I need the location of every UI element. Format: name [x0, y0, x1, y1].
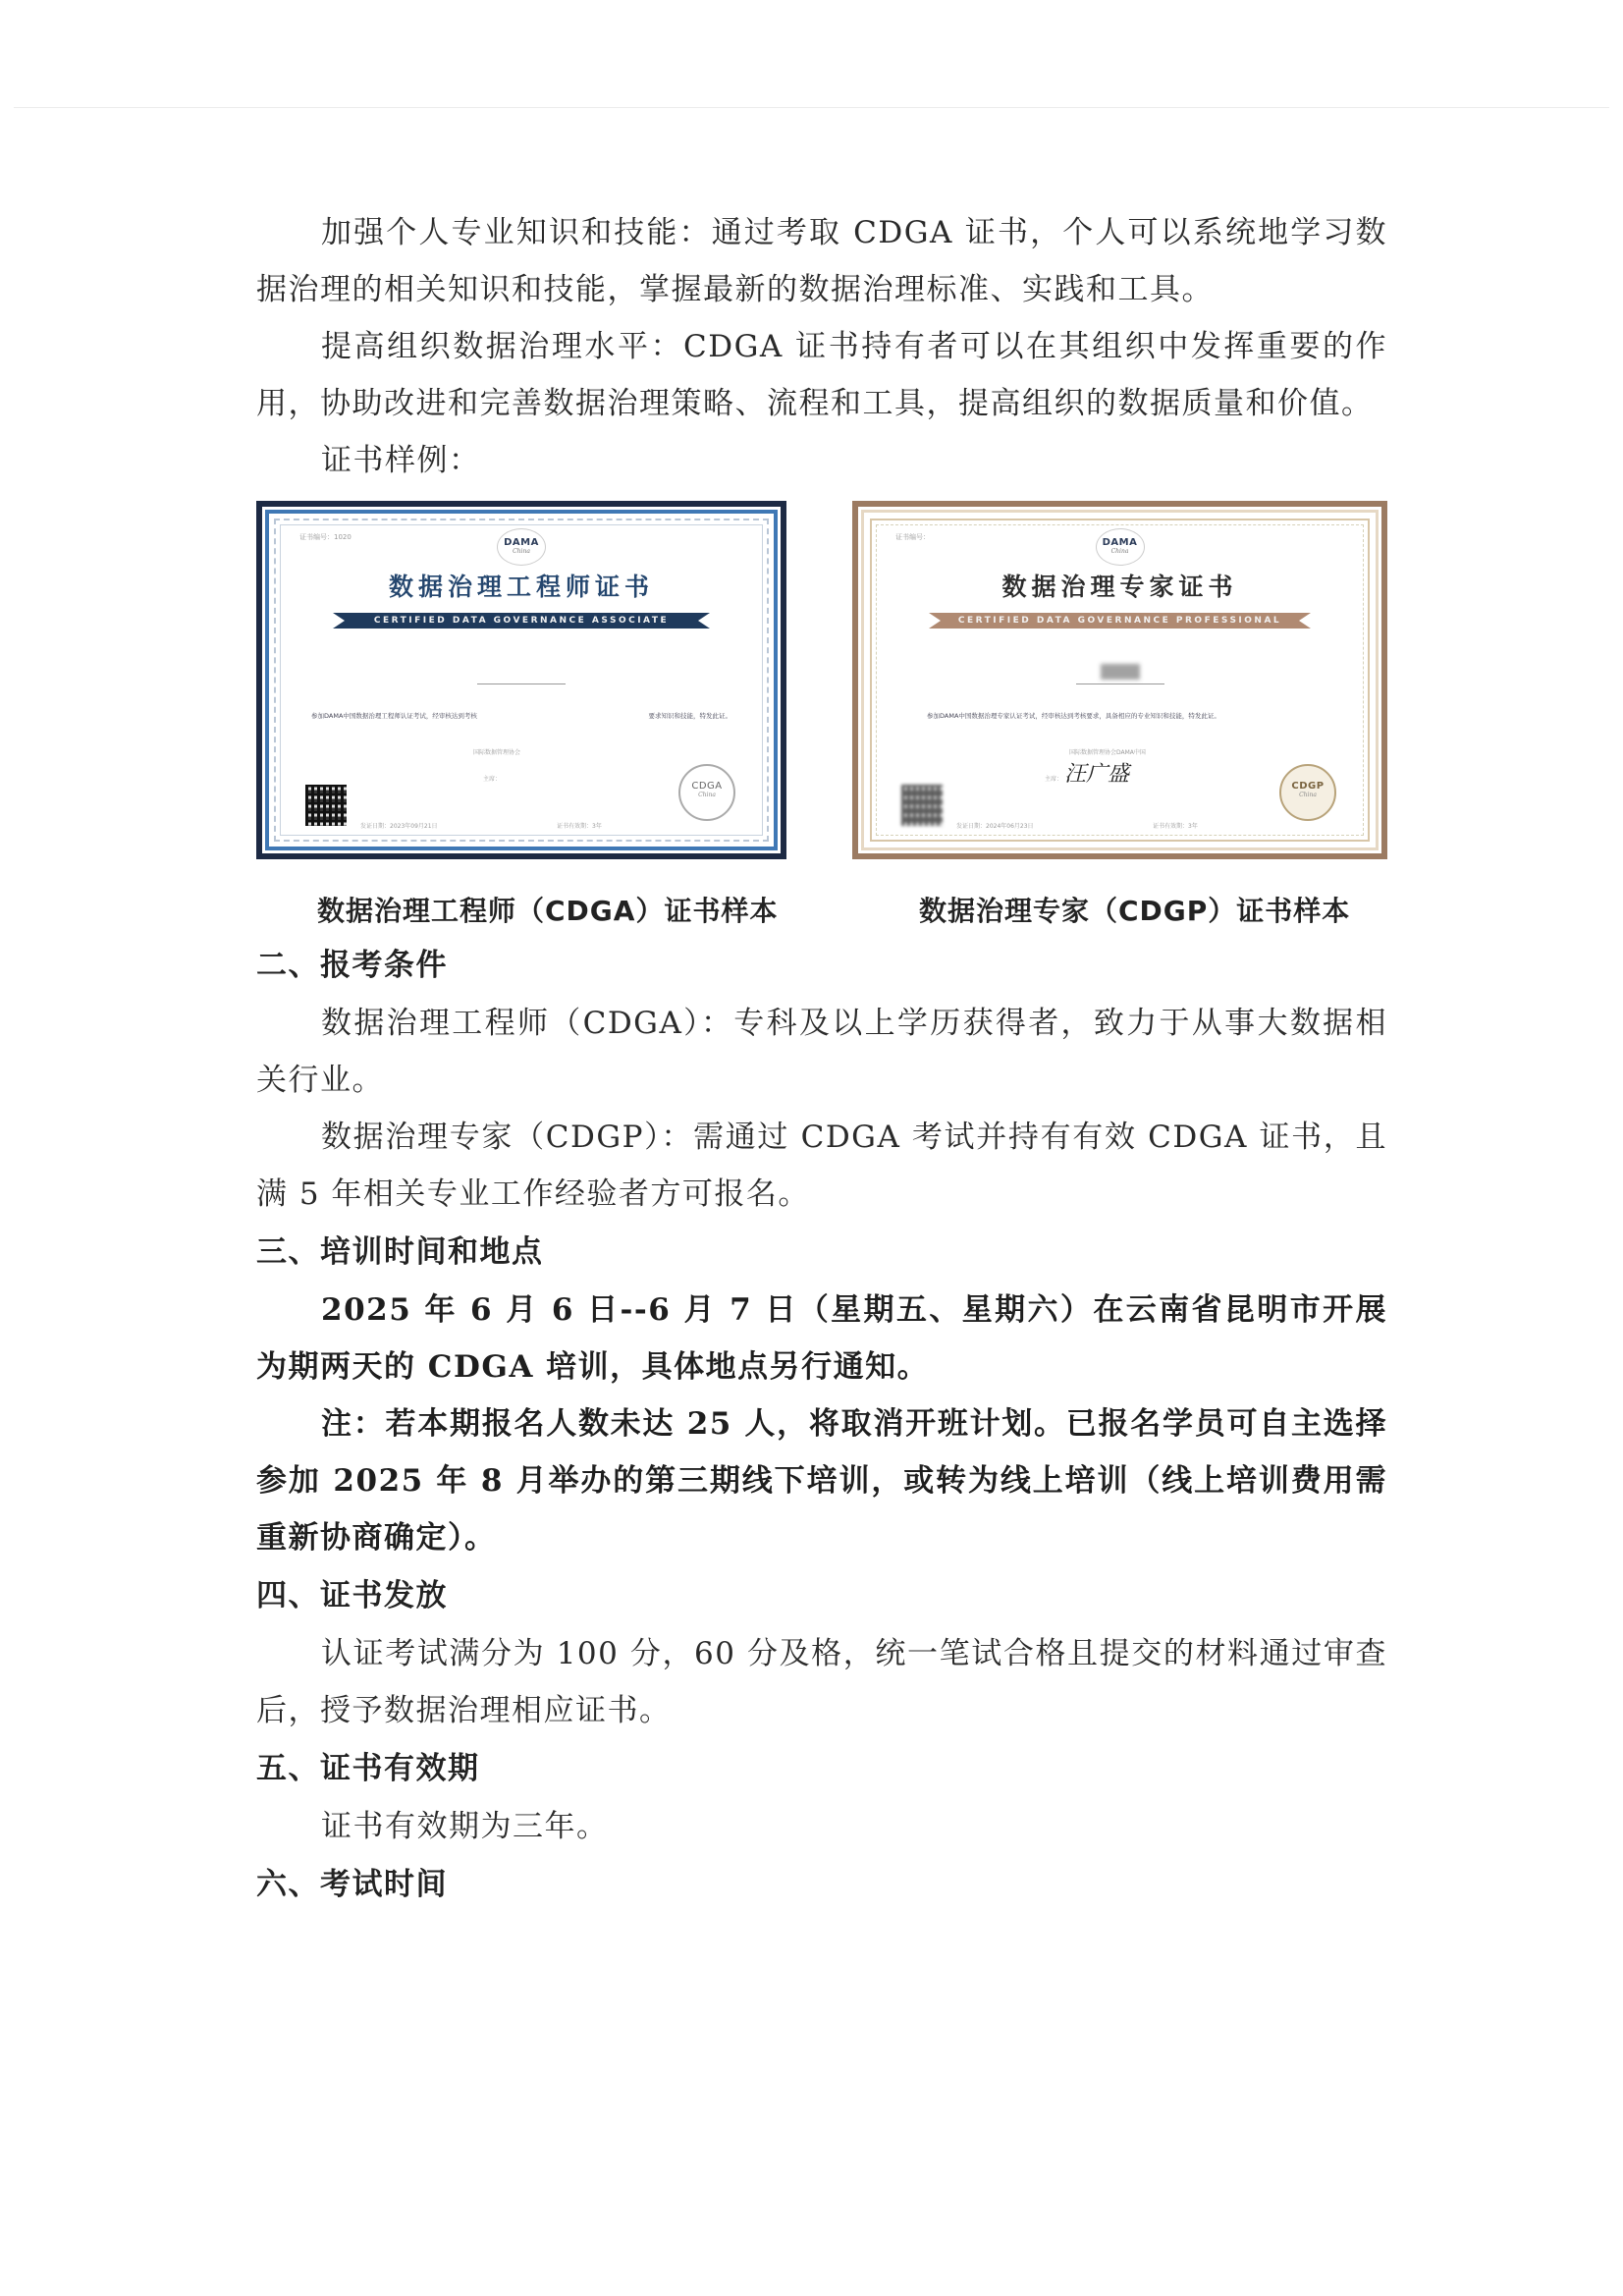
section-heading-exam-time: 六、考试时间: [256, 1867, 448, 1902]
recipient-name-redacted: [1101, 664, 1140, 680]
certificate-number: 证书编号：: [895, 533, 930, 541]
certificate-samples-label: 证书样例：: [321, 443, 481, 478]
page-top-rule: [14, 107, 1609, 108]
intro-paragraph-skills: 加强个人专业知识和技能：通过考取 CDGA 证书，个人可以系统地学习数据治理的相关知识和技能，掌握最新的数据治理标准、实践和工具。: [256, 215, 1387, 307]
cdga-certificate-image: [256, 501, 786, 859]
section-heading-eligibility: 二、报考条件: [256, 948, 448, 983]
dama-logo-icon: DAMA China: [1096, 528, 1145, 566]
valid-period: 证书有效期：3年: [1153, 823, 1198, 830]
certificate-number: 证书编号：1020: [299, 533, 352, 541]
certificate-title: 数据治理专家证书: [1001, 573, 1238, 601]
qr-code-icon: [305, 785, 347, 826]
section-heading-training-time-location: 三、培训时间和地点: [256, 1234, 544, 1270]
dama-logo-icon: DAMA China: [497, 528, 546, 566]
cdgp-sample-caption: 数据治理专家（CDGP）证书样本: [919, 895, 1351, 927]
certificate-body: 参加DAMA中国数据治理工程师认证考试，经审核达到考核 要求知识和技能，特发此证。: [311, 712, 731, 720]
chair-label: 主席：: [1045, 776, 1063, 783]
section-heading-certificate-issuance: 四、证书发放: [256, 1578, 448, 1613]
certificate-banner: CERTIFIED DATA GOVERNANCE PROFESSIONAL: [941, 613, 1299, 629]
section-heading-validity: 五、证书有效期: [256, 1751, 480, 1786]
cdgp-seal-icon: CDGP China: [1279, 764, 1336, 821]
certificate-issuance-text: 认证考试满分为 100 分，60 分及格，统一笔试合格且提交的材料通过审查后，授予数据治理相应证书。: [256, 1636, 1387, 1728]
recipient-name-line: [1076, 683, 1164, 684]
qr-code-icon: [901, 785, 943, 826]
intro-paragraph-organization: 提高组织数据治理水平：CDGA 证书持有者可以在其组织中发挥重要的作用，协助改进和完善数据治理策略、流程和工具，提高组织的数据质量和价值。: [256, 329, 1387, 421]
cdga-sample-caption: 数据治理工程师（CDGA）证书样本: [317, 895, 779, 927]
certificate-body: 参加DAMA中国数据治理专家认证考试，经审核达到考核要求，具备相应的专业知识和技能，特发此证。: [927, 712, 1220, 720]
cdga-seal-icon: CDGA China: [678, 764, 735, 821]
training-note: 注：若本期报名人数未达 25 人，将取消开班计划。已报名学员可自主选择参加 2025 年 8 月举办的第三期线下培训，或转为线上培训（线上培训费用需重新协商确定）。: [256, 1406, 1387, 1556]
signature: 汪广盛: [1064, 762, 1130, 787]
recipient-name-line: [477, 683, 566, 684]
certificate-title: 数据治理工程师证书: [388, 573, 654, 601]
issuer-line: 国际数据管理协会: [473, 749, 521, 756]
cdgp-certificate-image: [852, 501, 1387, 859]
issue-date: 发证日期：2024年06月23日: [956, 823, 1034, 830]
chair-label: 主席：: [483, 776, 502, 783]
issue-date: 发证日期：2023年09月21日: [360, 823, 438, 830]
certificate-banner: CERTIFIED DATA GOVERNANCE ASSOCIATE: [345, 613, 698, 629]
eligibility-cdga: 数据治理工程师（CDGA）：专科及以上学历获得者，致力于从事大数据相关行业。: [256, 1006, 1387, 1098]
eligibility-cdgp: 数据治理专家（CDGP）：需通过 CDGA 考试并持有有效 CDGA 证书，且满 5 年相关专业工作经验者方可报名。: [256, 1120, 1387, 1212]
document-page: [256, 204, 1387, 1914]
certificate-samples: [256, 501, 1387, 938]
valid-period: 证书有效期：3年: [557, 823, 602, 830]
issuer-line: 国际数据管理协会DAMA中国: [1069, 749, 1146, 756]
training-schedule: 2025 年 6 月 6 日--6 月 7 日（星期五、星期六）在云南省昆明市开展为期两天的 CDGA 培训，具体地点另行通知。: [256, 1292, 1387, 1385]
validity-text: 证书有效期为三年。: [321, 1809, 609, 1844]
